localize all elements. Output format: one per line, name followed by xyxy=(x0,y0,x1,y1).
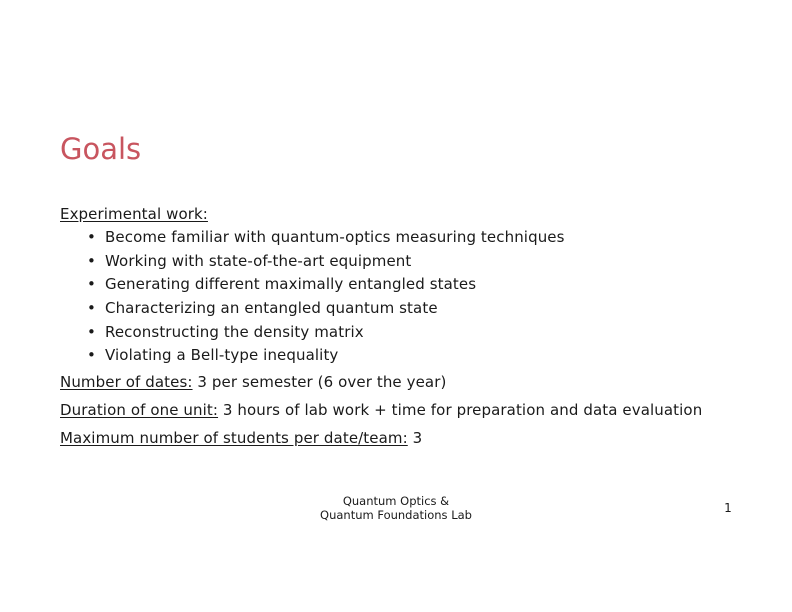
page-number: 1 xyxy=(724,501,732,515)
bullet-icon: • xyxy=(87,228,96,246)
footer-lab-name xyxy=(296,494,496,522)
duration-value: 3 hours of lab work + time for preparation and data evaluation xyxy=(218,401,703,420)
bullet-icon: • xyxy=(87,275,96,294)
duration-line xyxy=(60,396,760,424)
footer-line-1: Quantum Optics & xyxy=(342,494,450,508)
max-students-label: Maximum number of students per date/team: xyxy=(60,429,408,448)
list-item xyxy=(60,297,760,321)
footer-line-2: Quantum Foundations Lab xyxy=(320,508,472,522)
list-item xyxy=(60,250,760,274)
list-item-text: Generating different maximally entangled states xyxy=(105,275,477,294)
bullet-icon: • xyxy=(87,251,96,270)
slide-content xyxy=(60,202,760,452)
list-item-text: Violating a Bell-type inequality xyxy=(105,346,339,365)
list-item xyxy=(60,273,760,297)
duration-label: Duration of one unit: xyxy=(60,401,219,420)
slide-title: Goals xyxy=(60,132,142,166)
list-item xyxy=(60,226,760,250)
list-item xyxy=(60,321,760,345)
experimental-work-list xyxy=(60,226,760,368)
list-item-text: Characterizing an entangled quantum state xyxy=(105,299,438,318)
list-item xyxy=(60,344,760,368)
max-students-line xyxy=(60,424,760,452)
list-item-text: Become familiar with quantum-optics measuring techniques xyxy=(105,228,565,246)
max-students-value: 3 xyxy=(407,429,423,448)
number-of-dates-line xyxy=(60,368,760,396)
experimental-work-heading: Experimental work: xyxy=(60,205,208,223)
bullet-icon: • xyxy=(87,322,96,341)
bullet-icon: • xyxy=(87,299,96,318)
number-of-dates-value: 3 per semester (6 over the year) xyxy=(192,373,447,392)
list-item-text: Working with state-of-the-art equipment xyxy=(105,251,412,270)
bullet-icon: • xyxy=(87,346,96,365)
list-item-text: Reconstructing the density matrix xyxy=(105,322,364,341)
number-of-dates-label: Number of dates: xyxy=(60,373,193,392)
